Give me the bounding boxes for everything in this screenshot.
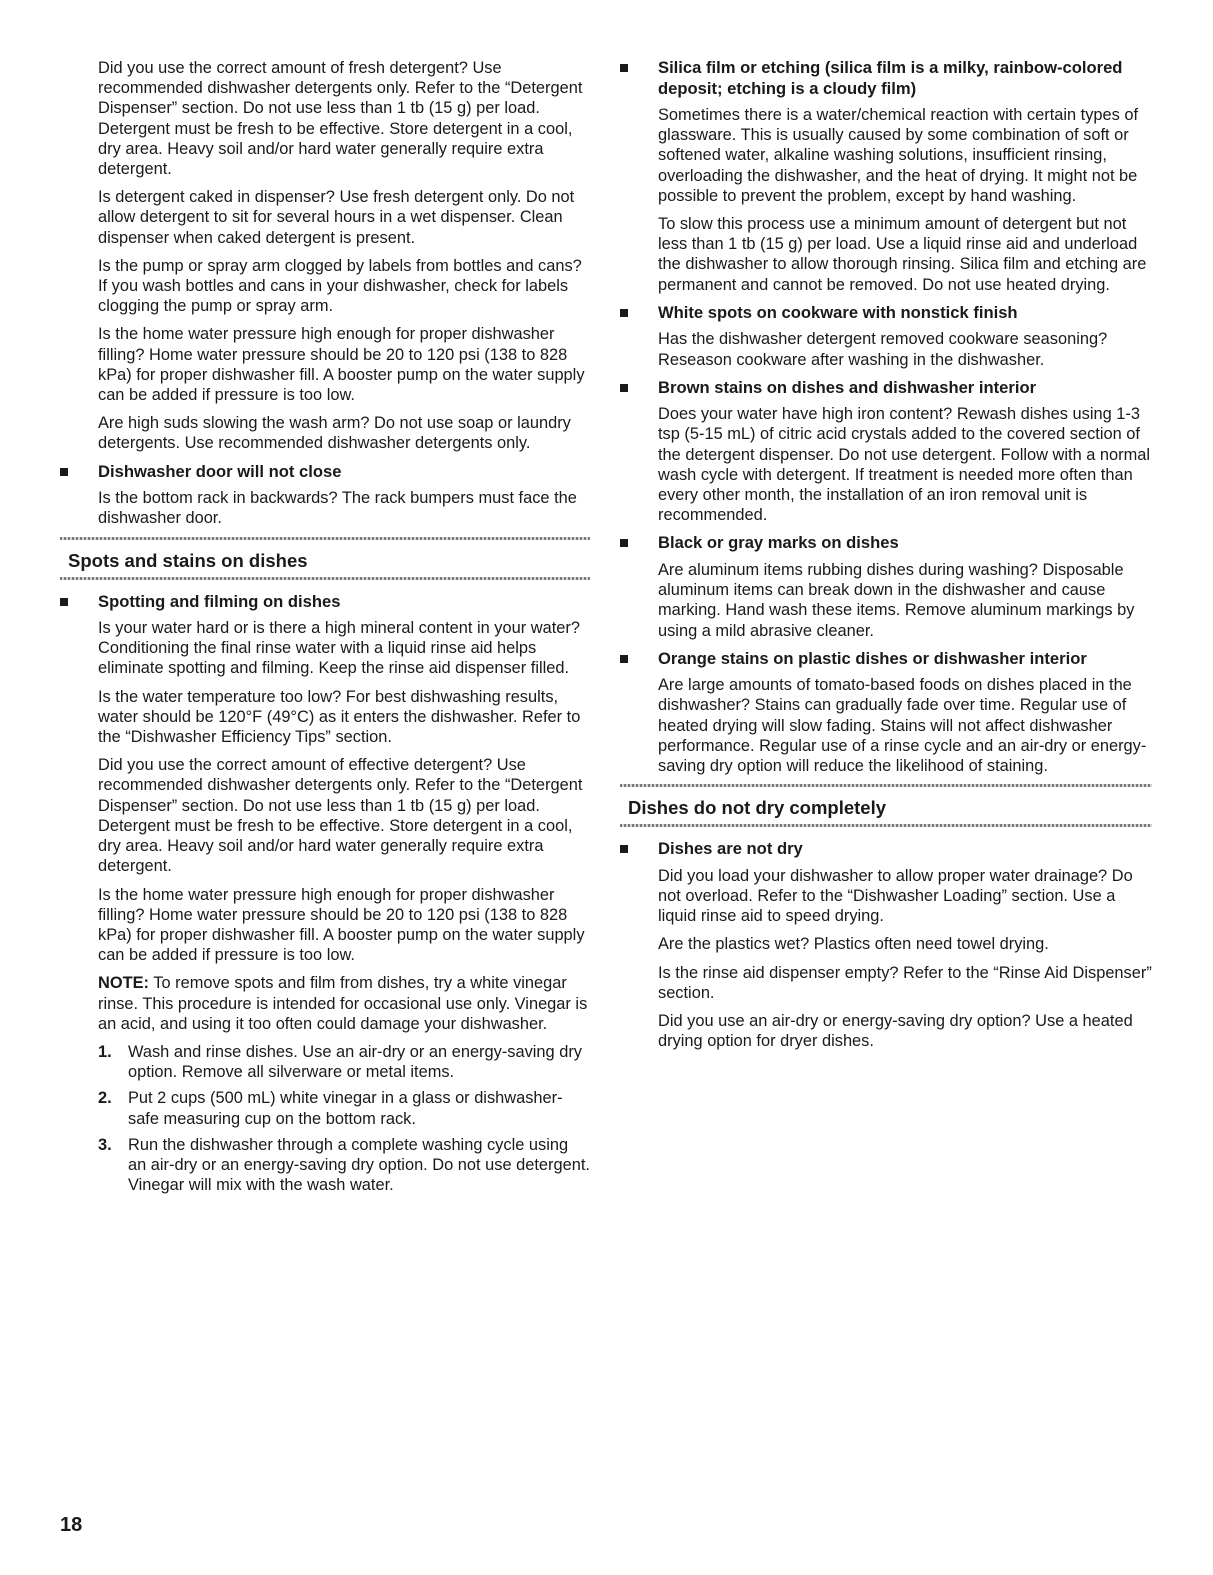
step-text: Wash and rinse dishes. Use an air-dry or an energy-saving dry option. Remove all silverware or metal items. bbox=[128, 1042, 582, 1082]
bullet-heading-silica bbox=[620, 58, 1152, 99]
bullet-heading-text: Black or gray marks on dishes bbox=[658, 533, 899, 553]
paragraph: Is your water hard or is there a high mineral content in your water? Conditioning the final rinse water with a liquid rinse aid helps eliminate spotting and filming. Keep the rinse aid dispenser filled. bbox=[98, 619, 580, 678]
section-rule-bottom bbox=[60, 577, 590, 580]
bullet-heading-not-dry bbox=[620, 839, 1152, 860]
section-rule-bottom bbox=[620, 824, 1152, 827]
section-header-spots bbox=[60, 537, 590, 580]
square-bullet-icon bbox=[60, 468, 68, 476]
step-text: Run the dishwasher through a complete washing cycle using an air-dry or an energy-saving dry option. Do not use detergent. Vinegar will mix with the wash water. bbox=[128, 1135, 590, 1195]
square-bullet-icon bbox=[60, 598, 68, 606]
bullet-heading-text: Dishes are not dry bbox=[658, 839, 803, 859]
note-label: NOTE: bbox=[98, 974, 149, 993]
paragraph: Did you use the correct amount of effective detergent? Use recommended dishwasher detergents only. Refer to the “Detergent Dispenser” section. Do not use less than 1 tb (15 g) per load. Detergent must be fresh to be effective. Store detergent in a cool, dry area. Heavy soil and/or hard water generally require extra detergent. bbox=[98, 756, 583, 876]
bullet-heading-text: White spots on cookware with nonstick finish bbox=[658, 302, 1018, 322]
bullet-heading-text: Brown stains on dishes and dishwasher interior bbox=[658, 377, 1037, 397]
paragraph: Is the rinse aid dispenser empty? Refer to the “Rinse Aid Dispenser” section. bbox=[658, 963, 1152, 1002]
paragraph: Are large amounts of tomato-based foods on dishes placed in the dishwasher? Stains can gradually fade over time. Regular use of heated drying will slow fading. Stains will not affect dishwasher performance. Regular use of a rinse cycle and an air-dry or energy-saving dry option will reduce the likelihood of staining. bbox=[658, 676, 1147, 776]
paragraph: Is detergent caked in dispenser? Use fresh detergent only. Do not allow detergent to sit for several hours in a wet dispenser. Clean dispenser when caked detergent is present. bbox=[98, 188, 575, 247]
bullet-heading-door bbox=[60, 462, 590, 483]
square-bullet-icon bbox=[620, 384, 628, 392]
square-bullet-icon bbox=[620, 845, 628, 853]
bullet-heading-orange-stains bbox=[620, 649, 1152, 670]
section-title: Dishes do not dry completely bbox=[628, 797, 887, 819]
paragraph: Did you use an air-dry or energy-saving dry option? Use a heated drying option for dryer dishes. bbox=[658, 1012, 1133, 1051]
step-item bbox=[98, 1042, 590, 1082]
bullet-heading-black-marks bbox=[620, 533, 1152, 554]
bullet-heading-spotting bbox=[60, 592, 590, 613]
step-number: 1. bbox=[98, 1042, 112, 1061]
bullet-heading-text: Dishwasher door will not close bbox=[98, 461, 342, 481]
step-number: 3. bbox=[98, 1135, 112, 1154]
step-text: Put 2 cups (500 mL) white vinegar in a glass or dishwasher-safe measuring cup on the bottom rack. bbox=[128, 1089, 563, 1128]
paragraph: Is the home water pressure high enough for proper dishwasher filling? Home water pressure should be 20 to 120 psi (138 to 828 kPa) for proper dishwasher fill. A booster pump on the water supply can be added if pressure is too low. bbox=[98, 885, 585, 965]
paragraph: Are aluminum items rubbing dishes during washing? Disposable aluminum items can break down in the dishwasher and cause marking. Hand wash these items. Remove aluminum markings by using a mild abrasive cleaner. bbox=[658, 560, 1135, 640]
bullet-heading-brown-stains bbox=[620, 378, 1152, 399]
paragraph: Does your water have high iron content? Rewash dishes using 1-3 tsp (5-15 mL) of citric acid crystals added to the covered section of the detergent dispenser. Do not use detergent. Follow with a normal wash cycle with detergent. If treatment is needed more often than every other month, the installation of an iron removal unit is recommended. bbox=[658, 405, 1151, 525]
paragraph: Did you use the correct amount of fresh detergent? Use recommended dishwasher detergents only. Refer to the “Detergent Dispenser” section. Do not use less than 1 tb (15 g) per load. Detergent must be fresh to be effective. Store detergent in a cool, dry area. Heavy soil and/or hard water generally require extra detergent. bbox=[98, 59, 583, 179]
paragraph: Is the water temperature too low? For best dishwashing results, water should be 120°F (49°C) as it enters the dishwasher. Refer to the “Dishwasher Efficiency Tips” section. bbox=[98, 687, 581, 747]
note-paragraph bbox=[98, 973, 590, 1034]
bullet-heading-text: Spotting and filming on dishes bbox=[98, 591, 341, 611]
paragraph: Has the dishwasher detergent removed cookware seasoning? Reseason cookware after washing in the dishwasher. bbox=[658, 330, 1108, 369]
vinegar-rinse-steps bbox=[98, 1042, 590, 1195]
square-bullet-icon bbox=[620, 655, 628, 663]
note-text: To remove spots and film from dishes, try a white vinegar rinse. This procedure is intended for occasional use only. Vinegar is an acid, and using it too often could damage your dishwasher. bbox=[98, 974, 588, 1033]
bullet-heading-text: Orange stains on plastic dishes or dishwasher interior bbox=[658, 648, 1087, 668]
square-bullet-icon bbox=[620, 309, 628, 317]
paragraph: Sometimes there is a water/chemical reaction with certain types of glassware. This is usually caused by some combination of soft or softened water, alkaline washing solutions, insufficient rinsing, overloading the dishwasher, and the heat of drying. It might not be possible to prevent the problem, except by hand washing. bbox=[658, 106, 1139, 205]
left-column bbox=[60, 58, 590, 1201]
paragraph: Is the home water pressure high enough for proper dishwasher filling? Home water pressure should be 20 to 120 psi (138 to 828 kPa) for proper dishwasher fill. A booster pump on the water supply can be added if pressure is too low. bbox=[98, 325, 585, 405]
paragraph: Are the plastics wet? Plastics often need towel drying. bbox=[658, 935, 1049, 954]
paragraph: Is the bottom rack in backwards? The rack bumpers must face the dishwasher door. bbox=[98, 489, 577, 528]
paragraph: To slow this process use a minimum amount of detergent but not less than 1 tb (15 g) per load. Use a liquid rinse aid and underload the dishwasher to allow thorough rinsing. Silica film and etching are permanent and cannot be removed. Do not use heated drying. bbox=[658, 215, 1147, 294]
section-title: Spots and stains on dishes bbox=[68, 549, 308, 571]
bullet-heading-white-spots bbox=[620, 303, 1152, 324]
paragraph: Are high suds slowing the wash arm? Do not use soap or laundry detergents. Use recommended dishwasher detergents only. bbox=[98, 414, 571, 453]
square-bullet-icon bbox=[620, 64, 628, 72]
page-number: 18 bbox=[60, 1514, 83, 1536]
step-item bbox=[98, 1088, 590, 1128]
step-number: 2. bbox=[98, 1089, 112, 1108]
right-column bbox=[620, 58, 1152, 1059]
section-header-not-dry bbox=[620, 784, 1152, 827]
paragraph: Did you load your dishwasher to allow proper water drainage? Do not overload. Refer to the “Dishwasher Loading” section. Use a liquid rinse aid to speed drying. bbox=[658, 866, 1133, 926]
square-bullet-icon bbox=[620, 539, 628, 547]
paragraph: Is the pump or spray arm clogged by labels from bottles and cans? If you wash bottles and cans in your dishwasher, check for labels clogging the pump or spray arm. bbox=[98, 256, 582, 316]
step-item bbox=[98, 1135, 590, 1196]
bullet-heading-text: Silica film or etching (silica film is a milky, rainbow-colored deposit; etching is a cloudy film) bbox=[658, 58, 1123, 98]
